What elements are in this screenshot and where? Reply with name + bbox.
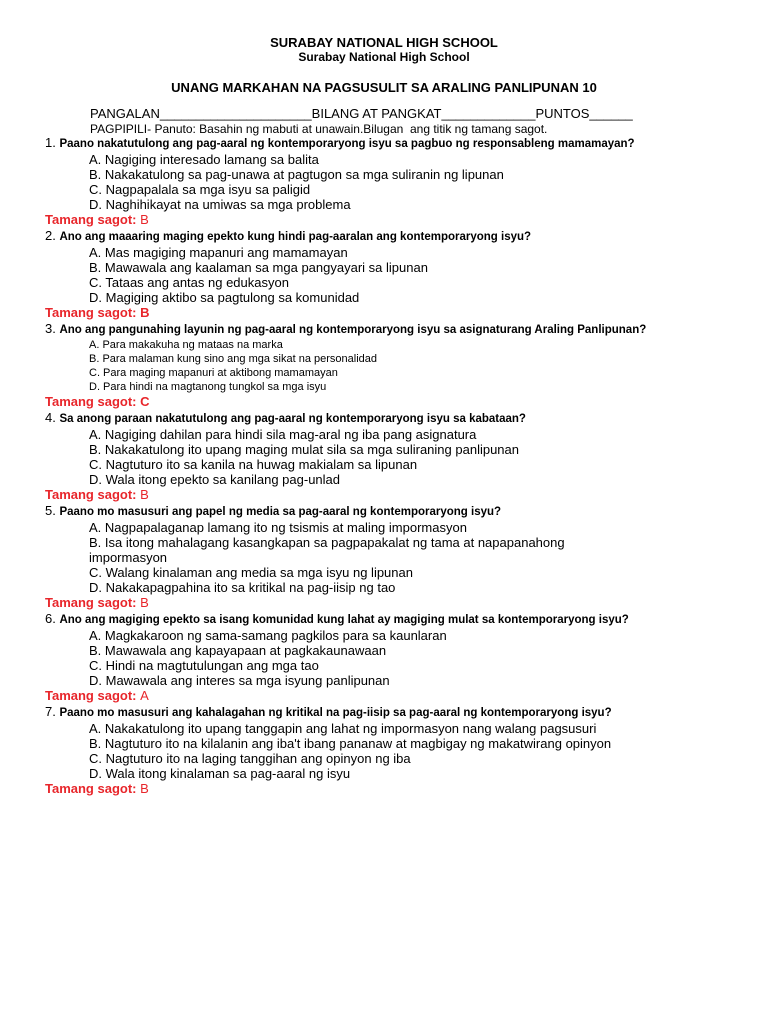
question-block (45, 704, 745, 797)
choice: B. Isa itong mahalagang kasangkapan sa pagpapakalat ng tama at napapanahong (89, 535, 565, 550)
question-text: Paano nakatutulong ang pag-aaral ng kontemporaryong isyu sa pagbuo ng responsableng mamamayan? (59, 138, 635, 150)
question-number: 3. (45, 321, 56, 336)
choices-list (89, 338, 745, 394)
question (45, 611, 745, 628)
answer-label: Tamang sagot: (45, 305, 137, 320)
school-name: SURABAY NATIONAL HIGH SCHOOL (270, 35, 498, 50)
question-text: Ano ang maaaring maging epekto kung hindi pag-aaralan ang kontemporaryong isyu? (59, 231, 532, 243)
exam-header (0, 36, 768, 64)
choice: C. Nagpapalala sa mga isyu sa paligid (89, 182, 311, 197)
choice: C. Tataas ang antas ng edukasyon (89, 275, 289, 290)
question (45, 228, 745, 245)
choice: C. Walang kinalaman ang media sa mga isyu ng lipunan (89, 565, 413, 580)
question-number: 5. (45, 503, 56, 518)
question-number: 6. (45, 611, 56, 626)
question (45, 321, 745, 338)
question-text: Paano mo masusuri ang papel ng media sa pag-aaral ng kontemporaryong isyu? (59, 506, 502, 518)
choice: B. Nagtuturo ito na kilalanin ang iba't ibang pananaw at magbigay ng makatwirang opinyon (89, 736, 612, 751)
choice: C. Hindi na magtutulungan ang mga tao (89, 658, 319, 673)
choice: B. Mawawala ang kaalaman sa mga pangyayari sa lipunan (89, 260, 428, 275)
choice: C. Nagtuturo ito sa kanila na huwag makialam sa lipunan (89, 457, 418, 472)
question-block (45, 410, 745, 503)
choices-list (89, 427, 745, 487)
answer-label: Tamang sagot: (45, 394, 137, 409)
choice: D. Nakakapagpahina ito sa kritikal na pag-iisip ng tao (89, 580, 396, 595)
question-number: 7. (45, 704, 56, 719)
choice: A. Magkakaroon ng sama-samang pagkilos para sa kaunlaran (89, 628, 447, 643)
question-block (45, 321, 745, 410)
answer-value: B (140, 595, 149, 610)
correct-answer (45, 688, 745, 704)
correct-answer (45, 305, 745, 321)
choices-list (89, 245, 745, 305)
question-number: 1. (45, 135, 56, 150)
exam-title: UNANG MARKAHAN NA PAGSUSULIT SA ARALING PANLIPUNAN 10 (171, 80, 597, 95)
question-text: Paano mo masusuri ang kahalagahan ng kritikal na pag-iisip sa pag-aaral ng kontemporaryong isyu? (59, 707, 612, 719)
answer-value: B (140, 781, 149, 796)
correct-answer (45, 212, 745, 228)
choice: C. Nagtuturo ito na laging tanggihan ang opinyon ng iba (89, 751, 411, 766)
correct-answer (45, 487, 745, 503)
choice: D. Wala itong epekto sa kanilang pag-unlad (89, 472, 341, 487)
question-number: 2. (45, 228, 56, 243)
choice: B. Nakakatulong sa pag-unawa at pagtugon sa mga suliranin ng lipunan (89, 167, 504, 182)
answer-value: A (140, 688, 149, 703)
choices-list (89, 628, 745, 688)
answer-label: Tamang sagot: (45, 781, 137, 796)
question-block (45, 503, 745, 611)
correct-answer (45, 595, 745, 611)
choice: B. Para malaman kung sino ang mga sikat na personalidad (89, 353, 378, 365)
school-name-sub: Surabay National High School (298, 50, 470, 64)
question-number: 4. (45, 410, 56, 425)
question-block (45, 611, 745, 704)
choice: D. Magiging aktibo sa pagtulong sa komunidad (89, 290, 360, 305)
choice: D. Wala itong kinalaman sa pag-aaral ng isyu (89, 766, 351, 781)
answer-label: Tamang sagot: (45, 595, 137, 610)
answer-value: B (140, 212, 149, 227)
answer-label: Tamang sagot: (45, 212, 137, 227)
question (45, 410, 745, 427)
answer-value: B (140, 305, 150, 320)
choice: D. Naghihikayat na umiwas sa mga problema (89, 197, 351, 212)
answer-label: Tamang sagot: (45, 487, 137, 502)
question-block (45, 228, 745, 321)
choice: A. Nakakatulong ito upang tanggapin ang lahat ng impormasyon nang walang pagsusuri (89, 721, 597, 736)
choice: B. Mawawala ang kapayapaan at pagkakaunawaan (89, 643, 387, 658)
choice: impormasyon (89, 550, 168, 565)
choice: C. Para maging mapanuri at aktibong mamamayan (89, 367, 338, 379)
question (45, 135, 745, 152)
question-text: Ano ang pangunahing layunin ng pag-aaral ng kontemporaryong isyu sa asignaturang Araling Panlipunan? (59, 324, 647, 336)
choice: A. Nagpapalaganap lamang ito ng tsismis at maling impormasyon (89, 520, 467, 535)
answer-label: Tamang sagot: (45, 688, 137, 703)
choice: A. Nagiging interesado lamang sa balita (89, 152, 319, 167)
choices-list (89, 152, 745, 212)
choice: D. Para hindi na magtanong tungkol sa mga isyu (89, 381, 327, 393)
choice: A. Para makakuha ng mataas na marka (89, 339, 283, 351)
directions: PAGPIPILI- Panuto: Basahin ng mabuti at unawain.Bilugan ang titik ng tamang sagot. (90, 122, 548, 136)
question-block (45, 135, 745, 228)
answer-value: B (140, 487, 149, 502)
student-info-line: PANGALAN_____________________BILANG AT PANGKAT_____________PUNTOS______ (90, 106, 633, 121)
question-text: Ano ang magiging epekto sa isang komunidad kung lahat ay magiging mulat sa kontemporaryong isyu? (59, 614, 629, 626)
choice: D. Mawawala ang interes sa mga isyung panlipunan (89, 673, 390, 688)
question (45, 503, 745, 520)
choices-list (89, 721, 745, 781)
question-text: Sa anong paraan nakatutulong ang pag-aaral ng kontemporaryong isyu sa kabataan? (59, 413, 526, 425)
correct-answer (45, 781, 745, 797)
choice: B. Nakakatulong ito upang maging mulat sila sa mga suliraning panlipunan (89, 442, 519, 457)
question (45, 704, 745, 721)
answer-value: C (140, 394, 150, 409)
choices-list (89, 520, 745, 595)
questions-list (45, 135, 745, 797)
choice: A. Nagiging dahilan para hindi sila mag-aral ng iba pang asignatura (89, 427, 477, 442)
choice: A. Mas magiging mapanuri ang mamamayan (89, 245, 348, 260)
correct-answer (45, 394, 745, 410)
